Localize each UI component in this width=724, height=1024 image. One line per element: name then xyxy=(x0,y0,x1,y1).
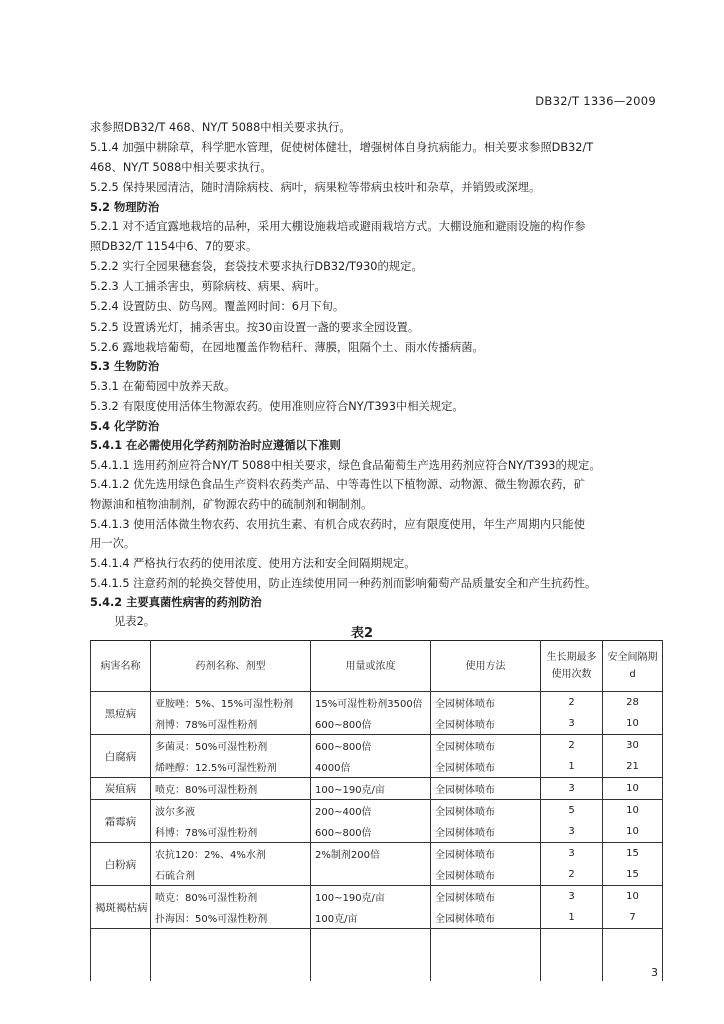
dose-cell: 100~190克/亩 xyxy=(311,886,431,908)
interval-cell: 10 xyxy=(603,778,663,800)
table-row xyxy=(91,907,663,929)
text-line: 5.3.2 有限度使用活体生物源农药。使用准则应符合NY/T393中相关规定。 xyxy=(90,400,464,413)
disease-cell: 白粉病 xyxy=(91,843,151,886)
text-line: 5.2.5 设置诱光灯，捕杀害虫。按30亩设置一盏的要求全园设置。 xyxy=(90,321,420,334)
interval-cell: 21 xyxy=(603,756,663,778)
interval-cell: 30 xyxy=(603,735,663,757)
interval-cell: 15 xyxy=(603,864,663,886)
dose-cell: 100克/亩 xyxy=(311,907,431,929)
drug-cell: 剂博：78%可湿性粉剂 xyxy=(151,713,311,735)
table-row xyxy=(91,843,663,865)
dose-cell: 15%可湿性粉剂3500倍 xyxy=(311,692,431,714)
drug-cell: 科博：78%可湿性粉剂 xyxy=(151,821,311,843)
method-cell: 全园树体喷布 xyxy=(431,821,541,843)
times-cell: 3 xyxy=(541,821,603,843)
dose-cell: 600~800倍 xyxy=(311,821,431,843)
text-line: 5.2.3 人工捕杀害虫，剪除病枝、病果、病叶。 xyxy=(90,280,326,293)
text-line: 468、NY/T 5088中相关要求执行。 xyxy=(90,161,272,174)
drug-cell: 喷克：80%可湿性粉剂 xyxy=(151,886,311,908)
header-cell: 使用方法 xyxy=(431,641,541,692)
times-cell: 3 xyxy=(541,886,603,908)
table-row xyxy=(91,713,663,735)
drug-cell: 扑海因：50%可湿性粉剂 xyxy=(151,907,311,929)
text-line: 5.4.1 在必需使用化学药剂防治时应遵循以下准则 xyxy=(90,439,341,452)
table-header-row xyxy=(91,641,663,692)
text-line: 5.2.6 露地栽培葡萄，在园地覆盖作物秸秆、薄膜，阻隔个土、雨水传播病菌。 xyxy=(90,341,484,354)
interval-cell: 10 xyxy=(603,713,663,735)
dose-cell: 600~800倍 xyxy=(311,713,431,735)
interval-cell: 28 xyxy=(603,692,663,714)
times-cell: 5 xyxy=(541,800,603,822)
method-cell: 全园树体喷布 xyxy=(431,756,541,778)
times-cell: 3 xyxy=(541,713,603,735)
text-line: 5.2.5 保持果园清洁，随时清除病枝、病叶，病果粒等带病虫枝叶和杂草，并销毁或深埋。 xyxy=(90,181,541,194)
text-line: 5.4.1.3 使用活体微生物农药、农用抗生素、有机合成农药时，应有限度使用，年生产周期内只能使 xyxy=(90,518,585,531)
disease-cell: 褐斑褐枯病 xyxy=(91,886,151,929)
disease-cell: 炭疽病 xyxy=(91,778,151,800)
times-cell: 1 xyxy=(541,756,603,778)
header-cell: 病害名称 xyxy=(91,641,151,692)
header-cell: 用量或浓度 xyxy=(311,641,431,692)
times-cell: 1 xyxy=(541,907,603,929)
interval-cell: 15 xyxy=(603,843,663,865)
drug-cell: 农抗120：2%、4%水剂 xyxy=(151,843,311,865)
header-cell: 安全间隔期 d xyxy=(603,641,663,692)
empty-cell xyxy=(431,929,541,982)
interval-cell: 10 xyxy=(603,800,663,822)
text-line: 5.4.1.2 优先选用绿色食品生产资料农药类产品、中等毒性以下植物源、动物源、微生物源农药，矿 xyxy=(90,478,585,491)
method-cell: 全园树体喷布 xyxy=(431,800,541,822)
text-line: 求参照DB32/T 468、NY/T 5088中相关要求执行。 xyxy=(90,121,351,134)
interval-cell: 10 xyxy=(603,821,663,843)
method-cell: 全园树体喷布 xyxy=(431,864,541,886)
table-title: 表2 xyxy=(350,626,374,641)
text-line: 5.4.1.4 严格执行农药的使用浓度、使用方法和安全间隔期规定。 xyxy=(90,557,416,570)
times-cell: 2 xyxy=(541,864,603,886)
header-cell: 药剂名称、剂型 xyxy=(151,641,311,692)
method-cell: 全园树体喷布 xyxy=(431,907,541,929)
text-line: 5.4.1.1 选用药剂应符合NY/T 5088中相关要求，绿色食品葡萄生产选用药剂应符合NY/T393的规定。 xyxy=(90,459,601,472)
table-row xyxy=(91,800,663,822)
empty-cell xyxy=(151,929,311,982)
method-cell: 全园树体喷布 xyxy=(431,843,541,865)
method-cell: 全园树体喷布 xyxy=(431,692,541,714)
text-line: 物源油和植物油制剂，矿物源农药中的硫制剂和铜制剂。 xyxy=(90,498,373,511)
text-line: 用一次。 xyxy=(90,537,136,550)
times-cell: 2 xyxy=(541,735,603,757)
dose-cell: 100~190克/亩 xyxy=(311,778,431,800)
disease-cell: 黑痘病 xyxy=(91,692,151,735)
table-row xyxy=(91,886,663,908)
interval-cell: 7 xyxy=(603,907,663,929)
text-line: 见表2。 xyxy=(114,615,156,628)
drug-cell: 喷克：80%可湿性粉剂 xyxy=(151,778,311,800)
table-row xyxy=(91,692,663,714)
text-line: 5.2.4 设置防虫、防鸟网。覆盖网时间：6月下旬。 xyxy=(90,300,345,313)
text-line: 5.4.1.5 注意药剂的轮换交替使用，防止连续使用同一种药剂而影响葡萄产品质量安全和产生抗药性。 xyxy=(90,577,597,590)
table-row xyxy=(91,735,663,757)
text-line: 5.3.1 在葡萄园中放养天敌。 xyxy=(90,380,236,393)
text-line: 5.3 生物防治 xyxy=(90,360,160,373)
text-line: 5.4.2 主要真菌性病害的药剂防治 xyxy=(90,596,262,609)
dose-cell xyxy=(311,864,431,886)
dose-cell: 2%制剂200倍 xyxy=(311,843,431,865)
drug-cell: 石硫合剂 xyxy=(151,864,311,886)
table-row xyxy=(91,821,663,843)
text-line: 5.2.1 对不适宜露地栽培的品种，采用大棚设施栽培或避雨栽培方式。大棚设施和避雨设施的构作参 xyxy=(90,220,586,233)
disease-cell: 白腐病 xyxy=(91,735,151,778)
interval-cell: 10 xyxy=(603,886,663,908)
table-body xyxy=(91,692,663,982)
empty-cell xyxy=(91,929,151,982)
standard-number: DB32/T 1336—2009 xyxy=(535,94,656,108)
empty-cell xyxy=(311,929,431,982)
text-line: 5.1.4 加强中耕除草，科学肥水管理，促使树体健壮，增强树体自身抗病能力。相关要求参照DB32/T xyxy=(90,141,594,154)
text-line: 照DB32/T 1154中6、7的要求。 xyxy=(90,240,258,253)
text-line: 5.4 化学防治 xyxy=(90,420,160,433)
table-row xyxy=(91,756,663,778)
page-number: 3 xyxy=(651,966,658,979)
times-cell: 3 xyxy=(541,843,603,865)
method-cell: 全园树体喷布 xyxy=(431,886,541,908)
method-cell: 全园树体喷布 xyxy=(431,778,541,800)
header-cell: 生长期最多使用次数 xyxy=(541,641,603,692)
table-row xyxy=(91,864,663,886)
method-cell: 全园树体喷布 xyxy=(431,713,541,735)
pesticide-table xyxy=(90,640,663,981)
text-line: 5.2.2 实行全园果穗套袋，套袋技术要求执行DB32/T930的规定。 xyxy=(90,260,423,273)
drug-cell: 亚胺唑：5%、15%可湿性粉剂 xyxy=(151,692,311,714)
disease-cell: 霜霉病 xyxy=(91,800,151,843)
table-continuation-row xyxy=(91,929,663,982)
dose-cell: 4000倍 xyxy=(311,756,431,778)
dose-cell: 600~800倍 xyxy=(311,735,431,757)
text-line: 5.2 物理防治 xyxy=(90,201,160,214)
drug-cell: 多菌灵：50%可湿性粉剂 xyxy=(151,735,311,757)
empty-cell xyxy=(541,929,603,982)
times-cell: 2 xyxy=(541,692,603,714)
dose-cell: 200~400倍 xyxy=(311,800,431,822)
table-row xyxy=(91,778,663,800)
drug-cell: 波尔多液 xyxy=(151,800,311,822)
method-cell: 全园树体喷布 xyxy=(431,735,541,757)
times-cell: 3 xyxy=(541,778,603,800)
drug-cell: 烯唑醇：12.5%可湿性粉剂 xyxy=(151,756,311,778)
